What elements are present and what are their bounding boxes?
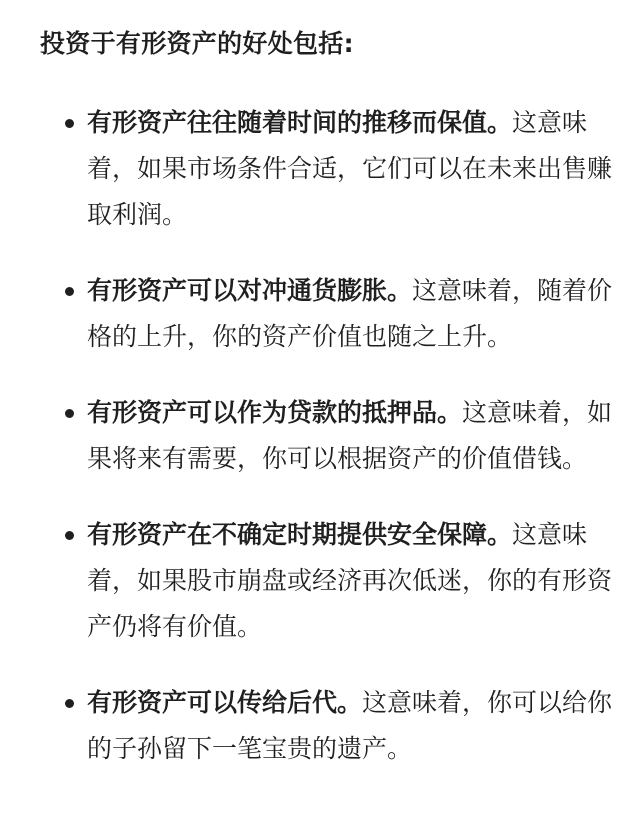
item-bold-text: 有形资产在不确定时期提供安全保障。 <box>87 520 513 549</box>
item-text: 这意味着，如果将来有需要，你可以根据资产的价值借钱。 <box>87 398 613 473</box>
bullet-icon <box>65 119 74 128</box>
item-text: 这意味着，如果市场条件合适，它们可以在未来出售赚取利润。 <box>87 108 613 229</box>
bullet-icon <box>65 699 74 708</box>
benefits-list <box>40 100 640 772</box>
list-item <box>40 100 619 238</box>
benefits-heading: 投资于有形资产的好处包括: <box>40 29 354 58</box>
item-bold-text: 有形资产可以作为贷款的抵押品。 <box>87 398 463 427</box>
list-item <box>40 680 619 772</box>
item-text: 这意味着，如果股市崩盘或经济再次低迷，你的有形资产仍将有价值。 <box>87 520 613 641</box>
list-item <box>40 390 619 482</box>
item-bold-text: 有形资产可以对冲通货膨胀。 <box>87 276 413 305</box>
item-bold-text: 有形资产往往随着时间的推移而保值。 <box>87 108 513 137</box>
bullet-icon <box>65 287 74 296</box>
list-item <box>40 268 619 360</box>
list-item <box>40 512 619 650</box>
bullet-icon <box>65 409 74 418</box>
item-text: 这意味着，随着价格的上升，你的资产价值也随之上升。 <box>87 276 613 351</box>
bullet-icon <box>65 531 74 540</box>
item-text: 这意味着，你可以给你的子孙留下一笔宝贵的遗产。 <box>87 688 613 763</box>
item-bold-text: 有形资产可以传给后代。 <box>87 688 363 717</box>
